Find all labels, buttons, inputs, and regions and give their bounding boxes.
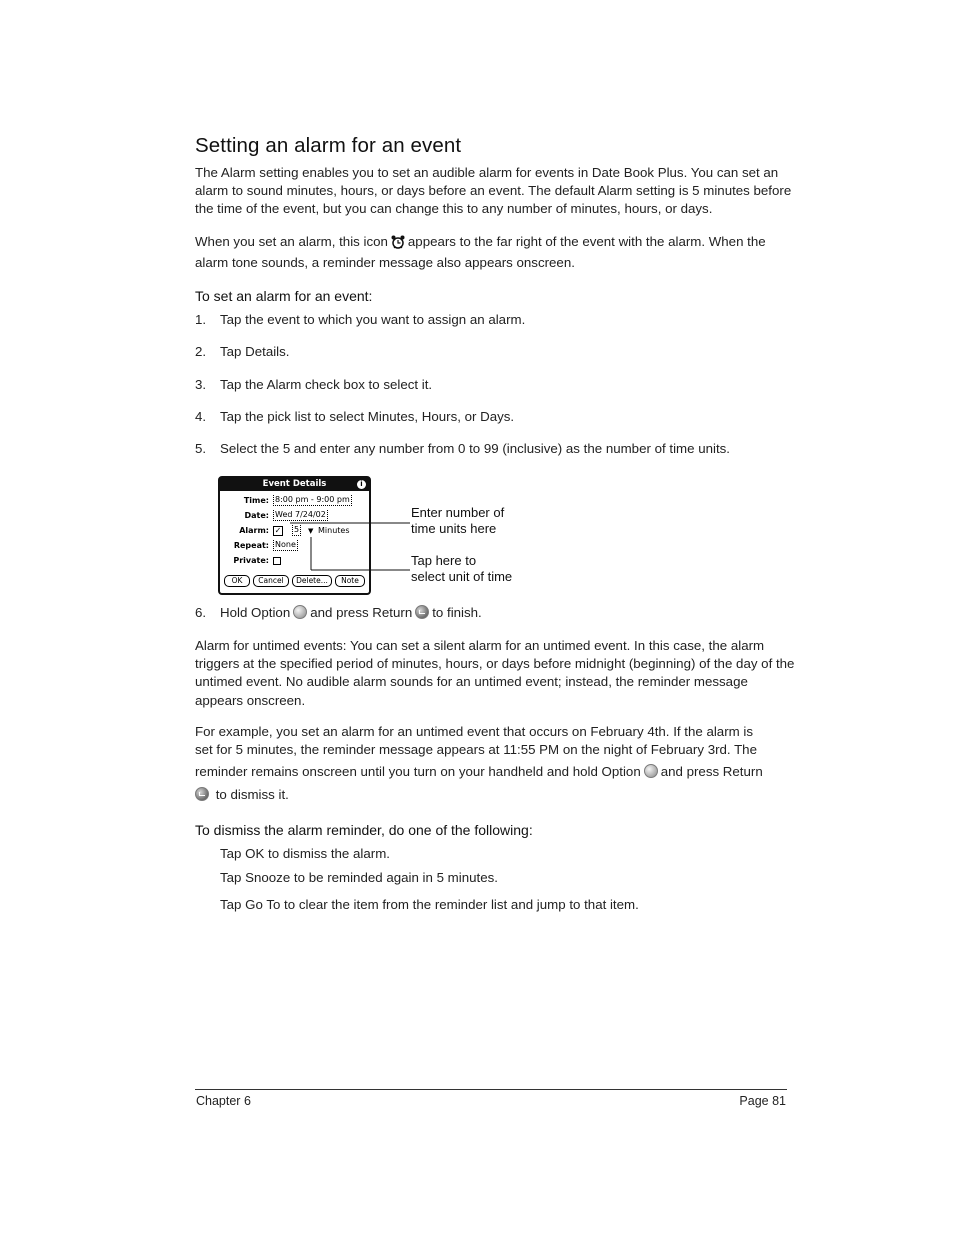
step-number: 6.: [195, 605, 207, 620]
step-text: Tap the event to which you want to assign an alarm.: [220, 312, 526, 327]
time-label: Time:: [243, 496, 269, 505]
example-line3: [195, 763, 795, 781]
time-field[interactable]: 8:00 pm - 9:00 pm: [275, 495, 350, 504]
private-label: Private:: [233, 556, 269, 565]
example-line4-text: to dismiss it.: [215, 786, 289, 802]
callout-number: [411, 505, 504, 537]
step-2: [195, 344, 289, 359]
callout-number-line1: Enter number of: [411, 505, 505, 520]
step6-part1: Hold Option: [220, 605, 291, 620]
date-label: Date:: [244, 511, 269, 520]
example-line4: [195, 786, 795, 804]
step-3: [195, 377, 432, 392]
step-number: 4.: [195, 409, 207, 424]
untimed-paragraph: Alarm for untimed events: You can set a silent alarm for an untimed event. In this case, the alarm triggers at the specified period of minutes, hours, or days before midnight (beginning) of the day of the untimed event. No audible alarm sounds for an untimed event; instead, the reminder message appears onscreen.: [195, 638, 795, 708]
example-line3b: and press Return: [660, 764, 763, 780]
step6-part3: to finish.: [432, 605, 482, 620]
icon-paragraph-before: When you set an alarm, this icon: [195, 234, 388, 249]
option-button-icon: [293, 605, 307, 619]
return-button-icon: [195, 787, 209, 801]
alarm-number-field[interactable]: 5: [294, 525, 300, 534]
ok-button[interactable]: OK: [224, 575, 250, 587]
callout-number-line2: time units here: [411, 521, 497, 536]
alarm-checkbox[interactable]: ✓: [274, 526, 282, 535]
step-6: [195, 605, 482, 620]
step-number: 1.: [195, 312, 207, 327]
step-text: Tap the pick list to select Minutes, Hours, or Days.: [220, 409, 515, 424]
footer-divider: [195, 1089, 787, 1090]
step-number: 3.: [195, 377, 207, 392]
dialog-title: Event Details: [220, 478, 369, 491]
intro-paragraph: The Alarm setting enables you to set an audible alarm for events in Date Book Plus. You can set an alarm to sound minutes, hours, or days before an event. The default Alarm setting is 5 minutes before the time of the event, but you can change this to any number of minutes, hours, or days.: [195, 165, 792, 217]
option-button-icon: [644, 764, 658, 778]
step-4: [195, 409, 514, 424]
step-number: 2.: [195, 344, 207, 359]
example-paragraph: [195, 723, 795, 804]
icon-paragraph-after: appears to the far right of the event with the alarm. When the alarm tone sounds, a reminder message also appears onscreen.: [195, 234, 766, 271]
procedure-heading: To set an alarm for an event:: [195, 288, 373, 304]
dismiss-heading: To dismiss the alarm reminder, do one of the following:: [195, 822, 533, 838]
private-checkbox[interactable]: [273, 557, 281, 565]
dismiss-option: Tap Go To to clear the item from the reminder list and jump to that item.: [220, 897, 639, 912]
step6-part2: and press Return: [310, 605, 413, 620]
dismiss-option: Tap OK to dismiss the alarm.: [220, 846, 390, 861]
step-5: [195, 441, 730, 456]
callout-lines: [290, 515, 415, 575]
alarm-label: Alarm:: [239, 526, 269, 535]
alarm-unit-picklist[interactable]: Minutes: [318, 526, 350, 535]
dismiss-option: Tap Snooze to be reminded again in 5 minutes.: [220, 870, 498, 885]
cancel-button[interactable]: Cancel: [253, 575, 289, 587]
info-icon[interactable]: i: [357, 480, 366, 489]
step-number: 5.: [195, 441, 207, 456]
date-field[interactable]: Wed 7/24/02: [275, 510, 326, 519]
callout-unit: [411, 553, 512, 585]
icon-paragraph: [195, 233, 795, 272]
example-line1: For example, you set an alarm for an untimed event that occurs on February 4th. If the alarm is: [195, 724, 753, 739]
repeat-label: Repeat:: [233, 541, 269, 550]
section-heading: Setting an alarm for an event: [195, 134, 462, 157]
triangle-down-icon[interactable]: ▼: [308, 527, 314, 535]
step-1: [195, 312, 525, 327]
callout-unit-line1: Tap here to: [411, 553, 477, 568]
repeat-field[interactable]: None: [275, 540, 296, 549]
callout-unit-line2: select unit of time: [411, 569, 513, 584]
example-line3a: reminder remains onscreen until you turn on your handheld and hold Option: [195, 764, 641, 780]
alarm-clock-icon: [391, 235, 405, 254]
footer-chapter: Chapter 6: [196, 1094, 251, 1108]
note-button[interactable]: Note: [335, 575, 365, 587]
step-text: Select the 5 and enter any number from 0 to 99 (inclusive) as the number of time units.: [220, 441, 730, 456]
example-line2: set for 5 minutes, the reminder message appears at 11:55 PM on the night of February 3rd. The: [195, 742, 757, 758]
delete-button[interactable]: Delete...: [292, 575, 332, 587]
return-button-icon: [415, 605, 429, 619]
step-text: Tap the Alarm check box to select it.: [220, 377, 433, 392]
step-text: Tap Details.: [220, 344, 290, 359]
footer-page: Page 81: [739, 1094, 786, 1108]
